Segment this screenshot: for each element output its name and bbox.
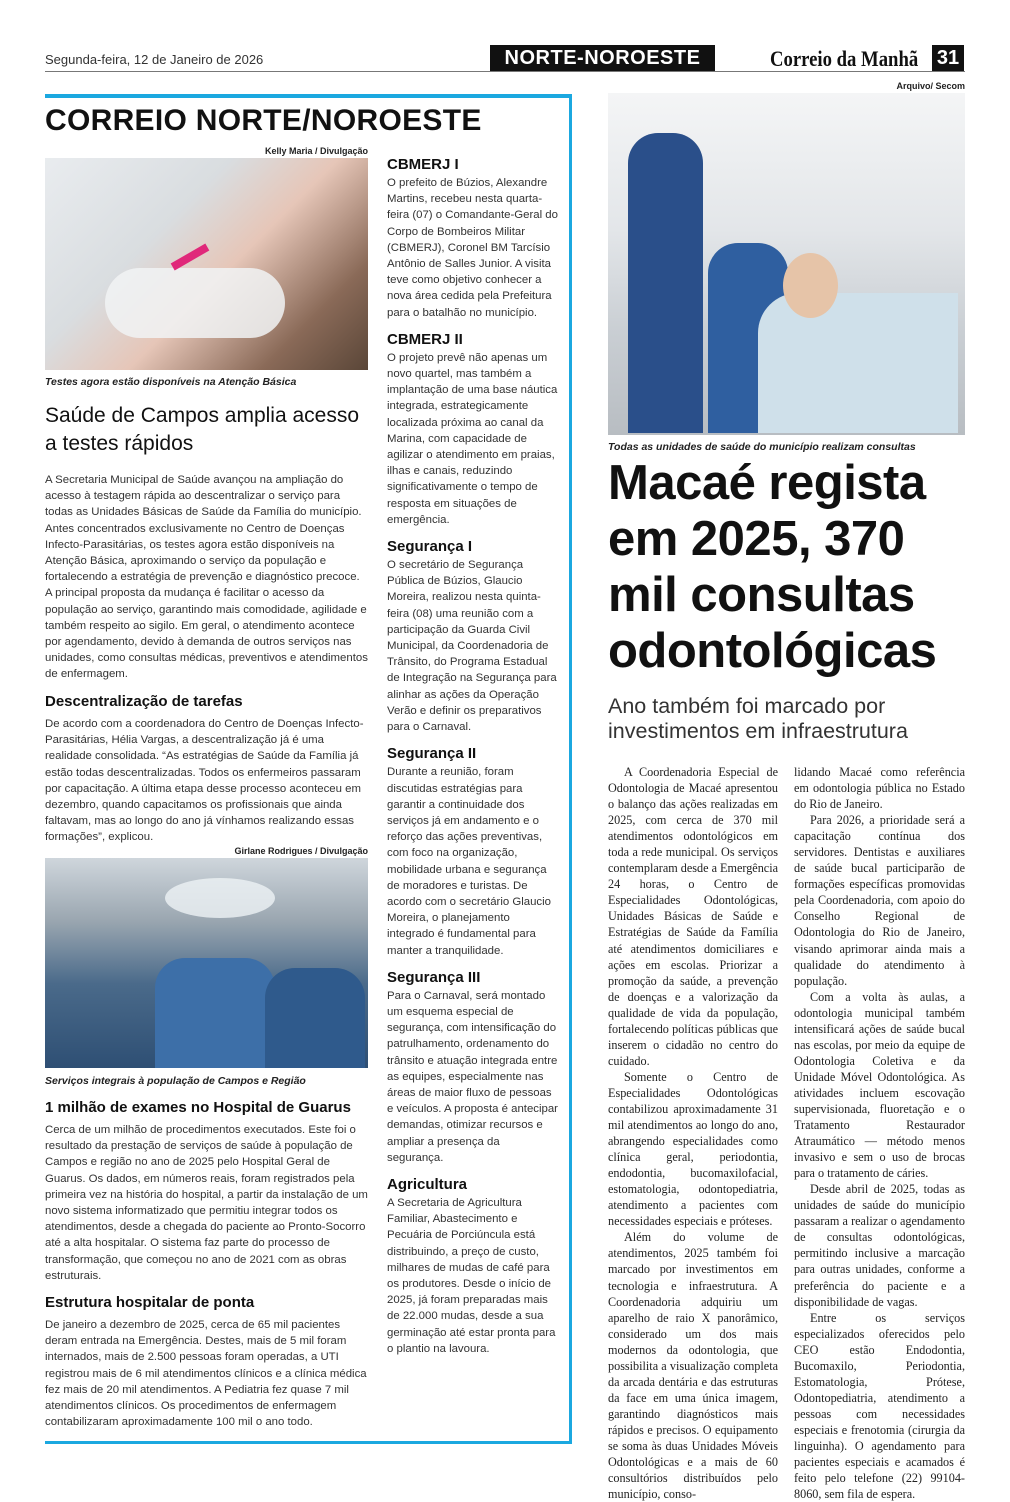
masthead-logo: Correio da Manhã	[770, 46, 919, 71]
photo-credit: Kelly Maria / Divulgação	[264, 146, 368, 156]
note-title: CBMERJ II	[387, 330, 463, 348]
note-text: O prefeito de Búzios, Alexandre Martins, recebeu nesta quarta-feira (07) o Comandante-Geral do Corpo de Bombeiros Militar (CBMERJ), Coronel BM Tarcísio Antônio de Salles Junior. A visita teve como objetivo conhecer a nova área cedida pela Prefeitura para o batalhão no município.	[387, 177, 558, 319]
subheading: Descentralização de tarefas	[45, 693, 243, 710]
paragraph: Entre os serviços especializados oferecidos pelo CEO estão Endodontia, Bucomaxilo, Periodontia, Estomatologia, Prótese, Odontopediatria, atendimento a pessoas com necessidades especiais e frenotomia (cirurgia da linguinha). O agendamento para pacientes especiais e acamados é feito pelo telefone (22) 99104-8060, sem fila de espera.	[794, 1310, 965, 1502]
note-title: Segurança III	[387, 968, 481, 986]
paragraph: Desde abril de 2025, todas as unidades de saúde do município passaram a realizar o agendamento de consultas odontológicas, permitindo inclusive a marcação para outras unidades, conforme a preferência do paciente e a disponibilidade de vagas.	[794, 1182, 965, 1309]
photo-caption: Serviços integrais à população de Campos e Região	[45, 1075, 306, 1087]
note-title: CBMERJ I	[387, 156, 459, 173]
paragraph: Com a volta às aulas, a odontologia municipal também intensificará ações de saúde bucal nas escolas, por meio da equipe de Odontologia Coletiva e da Unidade Móvel Odontológica. As atividades incluem escovação supervisionada, fluoretação e o Tratamento Restaurador Atraumático — método menos invasivo e sem o uso de brocas para o tratamento de cáries.	[794, 989, 965, 1181]
paragraph: Somente o Centro de Especialidades Odontológicas contabilizou aproximadamente 31 mil atendimentos ao longo do ano, abrangendo especialidades como clínica geral, periodontia, endodontia, bucomaxilofacial, estomatologia, odontopediatria, atendimento a pacientes com necessidades especiais e próteses.	[608, 1069, 778, 1229]
issue-date: Segunda-feira, 12 de Janeiro de 2026	[45, 52, 264, 67]
subheading: Estrutura hospitalar de ponta	[45, 1294, 255, 1311]
paragraph: Além do volume de atendimentos, 2025 também foi marcado por investimentos em tecnologia e infraestrutura. A Coordenadoria adquiriu um aparelho de raio X panorâmico, considerado um dos mais modernos da odontologia, que possibilita a visualização completa da arcada dentária e das estruturas da face em uma única imagem, garantindo diagnósticos mais rápidos e precisos. O equipamento se soma às duas Unidades Móveis Odontológicas e a mais de 60 consultórios distribuídos pelo município, conso-	[608, 1230, 778, 1502]
paragraph: Para 2026, a prioridade será a capacitação contínua dos servidores. Dentistas e auxiliares de saúde bucal participarão de formações específicas promovidas pela Coordenadoria, com apoio do Conselho Regional de Odontologia do Rio de Janeiro, visando aprimorar ainda mais a qualidade do atendimento à população.	[794, 813, 965, 988]
article-text: Cerca de um milhão de procedimentos executados. Este foi o resultado da prestação de serviços de saúde à população de Campos e região no ano de 2025 pelo Hospital Geral de Guarus. Os dados, em números reais, foram registrados pela primeira vez na história do hospital, a partir da instalação de um novo sistema informatizado que permitiu integrar todos os atendimentos, desde a chegada do paciente ao Pronto-Socorro até a alta hospitalar. O sistema faz parte do processo de transformação, que começou no ano de 2021 com as obras estruturais.	[45, 1124, 368, 1282]
box-border-right	[569, 94, 572, 1444]
dental-clinic-photo	[608, 93, 965, 435]
column-kicker: CORREIO NORTE/NOROESTE	[45, 104, 482, 137]
note-text: Para o Carnaval, será montado um esquema especial de segurança, com intensificação do patrulhamento, ordenamento do trânsito e atuação integrada entre as equipes, especialmente nas áreas de maior fluxo de pessoas e veículos. A proposta é antecipar demandas, otimizar recursos e ampliar a presença da segurança.	[387, 989, 558, 1164]
box-border-bottom	[45, 1441, 572, 1444]
note-title: Agricultura	[387, 1175, 468, 1193]
note-text: Durante a reunião, foram discutidas estratégias para garantir a continuidade dos serviços já em andamento e o reforço das ações preventivas, com foco na organização, mobilidade urbana e segurança de moradores e turistas. De acordo com o secretário Glaucio Moreira, o planejamento integrado é fundamental para manter a tranquilidade.	[387, 766, 551, 957]
photo-caption: Todas as unidades de saúde do município realizam consultas	[608, 441, 916, 453]
article-text: De janeiro a dezembro de 2025, cerca de 65 mil pacientes deram entrada na Emergência. Destes, mais de 5 mil foram internados, mais de 2.500 pessoas foram operadas, a UTI registrou mais de 6 mil atendimentos clínicos e a clínica médica fez mais de 20 mil atendimentos. A Pediatria fez quase 7 mil atendimentos clínicos. Os procedimentos de enfermagem contabilizaram aproximadamente 100 mil o ano todo.	[45, 1319, 367, 1429]
header-rule	[45, 71, 965, 72]
deck: Ano também foi marcado por investimentos em infraestrutura	[608, 694, 908, 743]
photo-caption: Testes agora estão disponíveis na Atenção Básica	[45, 376, 297, 388]
note-text: A Secretaria de Agricultura Familiar, Abastecimento e Pecuária de Porciúncula está distribuindo, a preço de custo, milhares de mudas de café para os produtores. Desde o início de 2025, já foram preparadas mais de 22.000 mudas, desde a sua germinação até estar pronta para o plantio na lavoura.	[387, 1196, 556, 1355]
subheading: 1 milhão de exames no Hospital de Guarus	[45, 1099, 351, 1116]
note-text: O projeto prevê não apenas um novo quartel, mas também a implantação de uma base náutica integrada, estrategicamente localizada próxima ao canal da Marina, com capacidade de agilizar o atendimento em praias, ilhas e canais, reduzindo significativamente o tempo de resposta em situações de emergência.	[387, 351, 558, 526]
surgery-photo	[45, 858, 368, 1068]
article-text: De acordo com a coordenadora do Centro de Doenças Infecto-Parasitárias, Hélia Vargas, a descentralização já é uma realidade consolidada. “As estratégias de Saúde da Família já estão todas descentralizadas. Todos os enfermeiros passaram por capacitação. A última etapa desse processo aconteceu em dezembro, quando capacitamos os profissionais que ainda faltavam, mas ao longo do ano já vínhamos realizando essas formações”, explicou.	[45, 718, 364, 844]
paragraph: lidando Macaé como referência em odontologia pública no Estado do Rio de Janeiro.	[794, 765, 965, 812]
note-title: Segurança II	[387, 745, 477, 763]
photo-credit: Girlane Rodrigues / Divulgação	[234, 846, 368, 856]
article-column-1	[608, 764, 778, 1502]
article-column-2	[794, 764, 965, 1502]
article-intro: A Secretaria Municipal de Saúde avançou na ampliação do acesso à testagem rápida ao descentralizar o serviço para todas as Unidades Básicas de Saúde da Família do município. Antes concentrados exclusivamente no Centro de Doenças Infecto-Parasitárias, os testes agora estão disponíveis na Atenção Básica, aproximando o serviço da população e fortalecendo a estratégia de prevenção e diagnóstico precoce. A principal proposta da mudança é facilitar o acesso da população ao serviço, garantindo mais comodidade, agilidade e também respeito ao sigilo. Em geral, o atendimento acontece por agendamento, devido à demanda de outros serviços nas unidades, como consultas médicas, preventivos e atendimentos de enfermagem.	[45, 474, 368, 681]
photo-credit: Arquivo/ Secom	[896, 81, 965, 91]
note-title: Segurança I	[387, 538, 473, 556]
note-text: O secretário de Segurança Pública de Búzios, Glaucio Moreira, realizou nesta quinta-feira (08) uma reunião com a participação da Guarda Civil Municipal, da Coordenadoria de Trânsito, do Programa Estadual de Integração na Segurança para alinhar as ações da Operação Verão e definir os preparativos para o Carnaval.	[387, 559, 557, 734]
box-border-top	[45, 94, 572, 98]
paragraph: A Coordenadoria Especial de Odontologia de Macaé apresentou o balanço das ações realizadas em 2025, com cerca de 370 mil atendimentos odontológicos em toda a rede municipal. Os serviços contemplaram desde a Emergência 24 horas, o Centro de Especialidades Odontológicas, Unidades Básicas de Saúde e Estratégias de Saúde da Família até atendimentos domiciliares e ações em escolas. Priorizar a promoção da saúde, a prevenção de doenças e a valorização da qualidade de vida da população, fortalecendo políticas públicas que inserem o cidadão no centro do cuidado.	[608, 765, 778, 1068]
main-headline: Macaé regista em 2025, 370 mil consultas odontológicas	[608, 456, 937, 678]
rapid-test-photo	[45, 158, 368, 370]
notes-column	[387, 156, 559, 1357]
article-headline: Saúde de Campos amplia acesso a testes rápidos	[45, 404, 360, 455]
section-tag: NORTE-NOROESTE	[490, 45, 715, 71]
page-number: 31	[932, 45, 964, 71]
